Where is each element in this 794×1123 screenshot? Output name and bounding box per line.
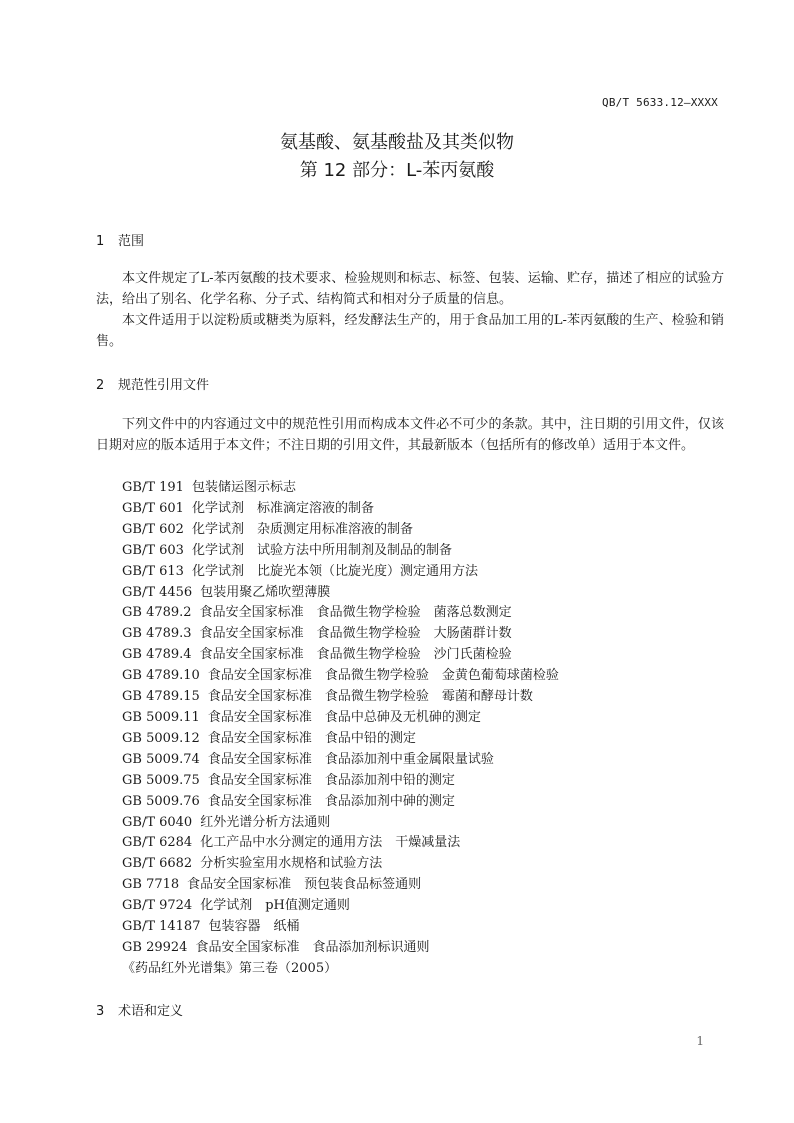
reference-title: 包装容器 纸桶 [208, 919, 300, 935]
reference-item [122, 687, 722, 708]
document-title-line-2: 第 12 部分：L-苯丙氨酸 [299, 160, 495, 181]
reference-title: 化学试剂 标准滴定溶液的制备 [191, 500, 374, 516]
reference-item [122, 645, 722, 666]
scope-paragraph-1: 本文件规定了L-苯丙氨酸的技术要求、检验规则和标志、标签、包装、运输、贮存，描述了相应的试验方法，给出了别名、化学名称、分子式、结构简式和相对分子质量的信息。 [96, 271, 724, 307]
reference-code: GB/T 6040 [122, 814, 193, 830]
reference-title: 化学试剂 试验方法中所用制剂及制品的制备 [191, 542, 452, 558]
reference-item [122, 959, 722, 980]
reference-item [122, 666, 722, 687]
reference-item [122, 624, 722, 645]
reference-code: GB/T 9724 [122, 898, 193, 914]
reference-code: GB 4789.2 [122, 605, 192, 621]
section-1-heading [96, 230, 144, 249]
reference-code: GB 4789.15 [122, 689, 200, 705]
reference-code: GB 4789.3 [122, 626, 192, 642]
reference-code: GB 4789.10 [122, 668, 200, 684]
section-3-heading [96, 1000, 183, 1019]
references-intro-paragraph: 下列文件中的内容通过文中的规范性引用而构成本文件必不可少的条款。其中，注日期的引用文件，仅该日期对应的版本适用于本文件；不注日期的引用文件，其最新版本（包括所有的修改单）适用于本文件。 [96, 417, 724, 453]
reference-code: GB 5009.76 [122, 793, 200, 809]
reference-title: 包装用聚乙烯吹塑薄膜 [200, 584, 331, 600]
section-title: 规范性引用文件 [118, 378, 210, 393]
reference-title: 食品安全国家标准 食品微生物学检验 霉菌和酵母计数 [207, 689, 533, 705]
section-2-heading [96, 374, 209, 393]
reference-code: GB 29924 [122, 939, 188, 955]
reference-title: 食品安全国家标准 预包装食品标签通则 [187, 877, 422, 893]
section-title: 范围 [118, 234, 145, 249]
reference-title: 食品安全国家标准 食品添加剂中重金属限量试验 [207, 751, 494, 767]
reference-code: GB 4789.4 [122, 647, 192, 663]
page-number: 1 [696, 1034, 704, 1048]
reference-code: GB/T 603 [122, 542, 184, 558]
standard-code: QB/T 5633.12—XXXX [602, 96, 718, 109]
reference-item [122, 520, 722, 541]
reference-item [122, 478, 722, 499]
reference-item [122, 708, 722, 729]
reference-item [122, 729, 722, 750]
section-number: 1 [96, 234, 105, 249]
reference-title: 食品安全国家标准 食品添加剂中砷的测定 [207, 793, 455, 809]
reference-title: 化学试剂 pH值测定通则 [200, 898, 350, 914]
reference-code: GB/T 6284 [122, 835, 193, 851]
document-title-line-1: 氨基酸、氨基酸盐及其类似物 [280, 132, 514, 153]
scope-paragraph-2: 本文件适用于以淀粉质或糖类为原料，经发酵法生产的，用于食品加工用的L-苯丙氨酸的生产、检验和销售。 [96, 313, 724, 349]
reference-title: 食品安全国家标准 食品微生物学检验 菌落总数测定 [199, 605, 512, 621]
reference-title: 食品安全国家标准 食品微生物学检验 大肠菌群计数 [199, 626, 512, 642]
reference-item [122, 833, 722, 854]
reference-code: GB 5009.74 [122, 751, 200, 767]
reference-item [122, 603, 722, 624]
normative-references-list [122, 478, 722, 980]
reference-item [122, 938, 722, 959]
reference-item [122, 562, 722, 583]
reference-title: 食品安全国家标准 食品添加剂中铅的测定 [207, 772, 455, 788]
reference-item [122, 854, 722, 875]
reference-title: 食品安全国家标准 食品添加剂标识通则 [195, 939, 430, 955]
reference-code: GB/T 6682 [122, 856, 193, 872]
reference-item [122, 896, 722, 917]
reference-item [122, 875, 722, 896]
reference-code: GB 5009.11 [122, 709, 200, 725]
reference-item [122, 583, 722, 604]
reference-code: GB/T 613 [122, 563, 184, 579]
reference-title: 食品安全国家标准 食品中铅的测定 [207, 730, 416, 746]
reference-item [122, 771, 722, 792]
reference-item [122, 917, 722, 938]
reference-title: 化学试剂 杂质测定用标准溶液的制备 [191, 521, 413, 537]
reference-title: 食品安全国家标准 食品微生物学检验 沙门氏菌检验 [199, 647, 512, 663]
reference-item [122, 750, 722, 771]
reference-title: 食品安全国家标准 食品中总砷及无机砷的测定 [207, 709, 481, 725]
reference-title: 《药品红外光谱集》第三卷（2005） [122, 960, 338, 976]
reference-item [122, 499, 722, 520]
reference-code: GB 7718 [122, 877, 180, 893]
reference-title: 包装储运图示标志 [191, 480, 296, 495]
reference-title: 化工产品中水分测定的通用方法 干燥减量法 [200, 835, 461, 851]
reference-item [122, 541, 722, 562]
reference-code: GB/T 14187 [122, 919, 201, 935]
reference-item [122, 792, 722, 813]
reference-code: GB/T 602 [122, 521, 184, 537]
reference-item [122, 813, 722, 834]
reference-code: GB/T 601 [122, 500, 184, 516]
reference-code: GB 5009.12 [122, 730, 200, 746]
section-title: 术语和定义 [118, 1004, 184, 1019]
reference-code: GB/T 4456 [122, 584, 193, 600]
reference-code: GB/T 191 [122, 480, 184, 495]
reference-title: 食品安全国家标准 食品微生物学检验 金黄色葡萄球菌检验 [207, 668, 559, 684]
reference-title: 化学试剂 比旋光本领（比旋光度）测定通用方法 [191, 563, 478, 579]
reference-code: GB 5009.75 [122, 772, 200, 788]
reference-title: 分析实验室用水规格和试验方法 [200, 856, 383, 872]
reference-title: 红外光谱分析方法通则 [200, 814, 331, 830]
section-number: 3 [96, 1004, 105, 1019]
section-number: 2 [96, 378, 105, 393]
